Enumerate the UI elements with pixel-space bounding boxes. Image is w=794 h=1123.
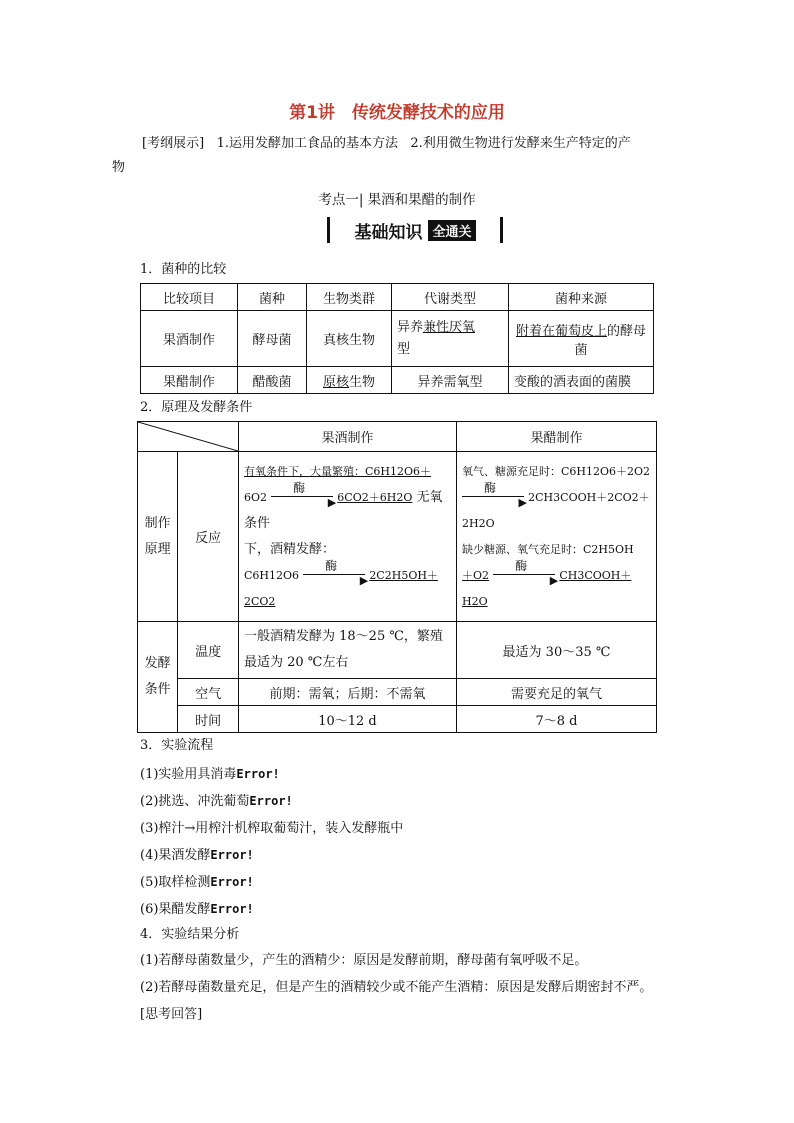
row-label: 时间 — [178, 706, 239, 733]
header-cell: 菌种来源 — [509, 284, 654, 311]
banner-badge: 全通关 — [428, 220, 475, 241]
chem-text: 氧气、糖源充足时：C6H12O6＋2O2 — [462, 464, 651, 478]
vinegar-reaction-cell — [457, 452, 657, 622]
row-label: 空气 — [178, 679, 239, 706]
chem-text: 2H2O — [462, 516, 495, 530]
text-part: 异养 — [397, 319, 424, 335]
chem-text: 缺少糖源、氧气充足时：C2H5OH — [462, 542, 634, 556]
chem-text: C6H12O6 — [244, 568, 300, 582]
step-text: (4)果酒发酵 — [140, 848, 211, 863]
table-row — [138, 706, 657, 733]
step-text: (1)实验用具消毒 — [140, 767, 237, 782]
text-part: 最适为 20 ℃左右 — [244, 655, 349, 670]
error-text: Error! — [236, 767, 280, 781]
table-row — [138, 452, 657, 622]
banner-main: 基础知识 — [354, 222, 423, 243]
outline-item-2: 2.利用微生物进行发酵来生产特定的产 — [410, 136, 631, 151]
page-title: 第1讲 传统发酵技术的应用 — [289, 103, 505, 123]
table-cell: 真核生物 — [307, 311, 392, 367]
header-cell: 果醋制作 — [457, 422, 657, 452]
outline-item-2-cont: 物 — [112, 160, 126, 175]
header-cell: 生物类群 — [307, 284, 392, 311]
text-part: 一般酒精发酵为 18～25 ℃，繁殖 — [244, 629, 443, 644]
chem-product: 2C2H5OH＋2CO2 — [244, 568, 438, 608]
header-cell: 菌种 — [238, 284, 307, 311]
strain-comparison-table — [140, 283, 654, 394]
table-cell: 异养需氧型 — [392, 367, 509, 394]
table-row — [138, 622, 657, 679]
error-text: Error! — [210, 875, 254, 889]
result-analysis — [140, 947, 652, 1028]
chem-product: CH3COOH＋H2O — [462, 568, 632, 608]
principle-conditions-table — [137, 421, 657, 733]
list-item: (1)若酵母菌数量少，产生的酒精少：原因是发酵前期，酵母菌有氧呼吸不足。 — [140, 953, 588, 968]
header-cell: 果酒制作 — [239, 422, 457, 452]
table-row — [141, 311, 654, 367]
wine-reaction-cell — [239, 452, 457, 622]
step-text: (5)取样检测 — [140, 875, 211, 890]
list-item — [140, 761, 403, 788]
text-part: 的酵母菌 — [574, 323, 647, 358]
section-1-heading: 1．菌种的比较 — [140, 262, 227, 277]
vinegar-air-cell: 需要充足的氧气 — [457, 679, 657, 706]
enzyme-arrow: 酶 ▶ — [271, 490, 333, 504]
table-cell — [392, 311, 509, 367]
table-header-row — [141, 284, 654, 311]
enzyme-arrow: 酶 ▶ — [462, 490, 524, 504]
vinegar-temp-cell: 最适为 30～35 ℃ — [457, 622, 657, 679]
chem-product: 2CH3COOH＋2CO2＋ — [528, 490, 650, 504]
step-text: (2)挑选、冲洗葡萄 — [140, 794, 250, 809]
row-group-label: 发酵条件 — [138, 622, 178, 733]
table-row — [138, 679, 657, 706]
table-cell: 酵母菌 — [238, 311, 307, 367]
text-part: 生物 — [349, 374, 376, 390]
chem-product: 6CO2＋6H2O — [337, 490, 413, 504]
think-label: [思考回答] — [140, 1007, 203, 1022]
section-banner — [327, 217, 503, 243]
text-part: 无氧条件 — [244, 489, 443, 531]
table-cell: 变酸的酒表面的菌膜 — [509, 367, 654, 394]
vinegar-time-cell: 7～8 d — [457, 706, 657, 733]
exam-outline — [112, 132, 687, 180]
error-text: Error! — [210, 902, 254, 916]
row-label: 温度 — [178, 622, 239, 679]
table-header-row — [138, 422, 657, 452]
blank-answer: 附着在葡萄皮上 — [515, 323, 607, 339]
table-cell: 果酒制作 — [141, 311, 238, 367]
wine-air-cell: 前期：需氧；后期：不需氧 — [239, 679, 457, 706]
blank-answer: 兼性厌氧 — [423, 319, 476, 335]
table-cell — [509, 311, 654, 367]
list-item — [140, 788, 403, 815]
error-text: Error! — [210, 848, 254, 862]
enzyme-arrow: 酶 ▶ — [303, 568, 365, 582]
outline-label: [考纲展示] — [142, 136, 205, 151]
table-cell: 果醋制作 — [141, 367, 238, 394]
diagonal-header-cell — [138, 422, 239, 452]
kaodian-heading: 考点一| 果酒和果醋的制作 — [318, 192, 476, 208]
list-item — [140, 842, 403, 869]
enzyme-label: 酶 — [484, 481, 497, 495]
list-item: (2)若酵母菌数量充足，但是产生的酒精较少或不能产生酒精：原因是发酵后期密封不严。 — [140, 980, 653, 995]
list-item — [140, 896, 403, 923]
header-cell: 代谢类型 — [392, 284, 509, 311]
diagonal-line — [138, 422, 238, 451]
list-item — [140, 869, 403, 896]
row-label: 反应 — [178, 452, 239, 622]
table-row — [141, 367, 654, 394]
text-part: 下，酒精发酵： — [244, 541, 336, 557]
enzyme-label: 酶 — [515, 559, 528, 573]
wine-reaction-line: 有氧条件下，大量繁殖：C6H12O6＋ — [244, 464, 432, 478]
enzyme-label: 酶 — [293, 481, 306, 495]
chem-text: 6O2 — [244, 490, 268, 504]
chem-text: ＋O2 — [462, 568, 490, 582]
section-4-heading: 4．实验结果分析 — [140, 927, 240, 942]
enzyme-arrow: 酶 ▶ — [493, 568, 555, 582]
wine-temp-cell — [239, 622, 457, 679]
table-cell — [307, 367, 392, 394]
outline-item-1: 1.运用发酵加工食品的基本方法 — [216, 136, 398, 151]
wine-time-cell: 10～12 d — [239, 706, 457, 733]
step-text: (6)果醋发酵 — [140, 902, 211, 917]
process-steps — [140, 761, 403, 923]
step-text: (3)榨汁→用榨汁机榨取葡萄汁，装入发酵瓶中 — [140, 821, 404, 836]
section-2-heading: 2．原理及发酵条件 — [140, 400, 253, 415]
header-cell: 比较项目 — [141, 284, 238, 311]
enzyme-label: 酶 — [325, 559, 338, 573]
table-cell: 醋酸菌 — [238, 367, 307, 394]
list-item — [140, 815, 403, 842]
blank-answer: 原核 — [322, 374, 349, 390]
error-text: Error! — [249, 794, 293, 808]
section-3-heading: 3．实验流程 — [140, 738, 214, 753]
row-group-label: 制作原理 — [138, 452, 178, 622]
text-part: 型 — [397, 341, 411, 357]
